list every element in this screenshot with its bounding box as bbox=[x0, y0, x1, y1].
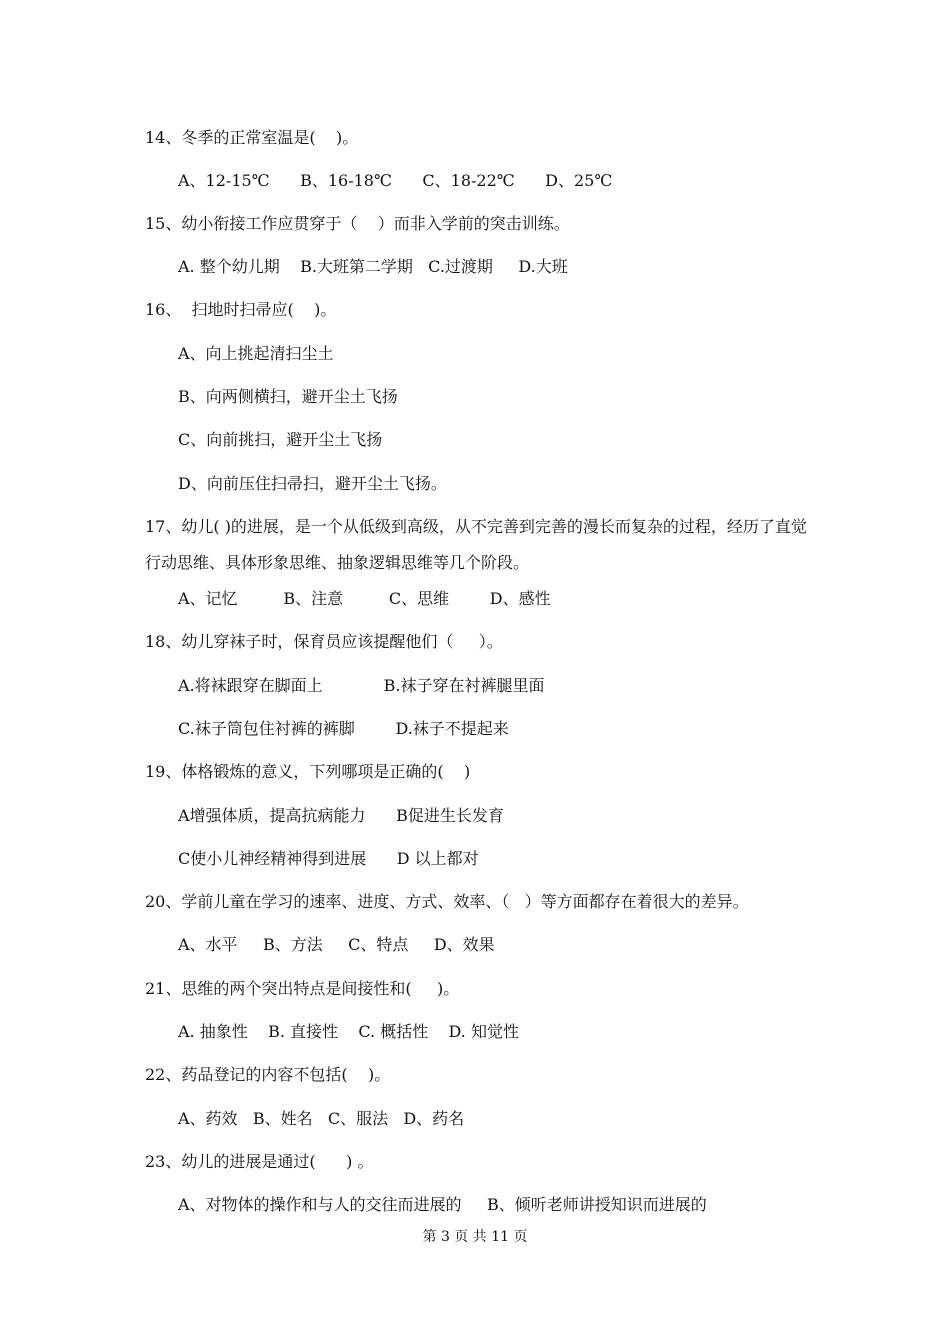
options-21: A. 抽象性 B. 直接性 C. 概括性 D. 知觉性 bbox=[178, 1022, 519, 1041]
options-22: A、药效 B、姓名 C、服法 D、药名 bbox=[178, 1109, 465, 1128]
option-16-c: C、向前挑扫，避开尘土飞扬 bbox=[178, 430, 383, 449]
question-18: 18、幼儿穿袜子时，保育员应该提醒他们（ ）。 bbox=[145, 632, 503, 651]
options-17: A、记忆 B、注意 C、思维 D、感性 bbox=[178, 589, 551, 608]
question-15: 15、幼小衔接工作应贯穿于（ ）而非入学前的突击训练。 bbox=[145, 214, 570, 233]
question-22: 22、药品登记的内容不包括( )。 bbox=[145, 1065, 391, 1084]
options-14: A、12-15℃ B、16-18℃ C、18-22℃ D、25℃ bbox=[178, 171, 613, 190]
question-21: 21、思维的两个突出特点是间接性和( )。 bbox=[145, 979, 460, 998]
question-17: 17、幼儿( )的进展，是一个从低级到高级，从不完善到完善的漫长而复杂的过程，经历了直觉行动思维、具体形象思维、抽象逻辑思维等几个阶段。 bbox=[145, 517, 807, 572]
question-16: 16、 扫地时扫帚应( )。 bbox=[145, 300, 337, 319]
option-16-a: A、向上挑起清扫尘土 bbox=[178, 344, 334, 363]
option-16-d: D、向前压住扫帚扫，避开尘土飞扬。 bbox=[178, 474, 447, 493]
option-18-cd: C.袜子筒包住衬裤的裤脚 D.袜子不提起来 bbox=[178, 719, 509, 738]
option-19-cd: C使小儿神经精神得到进展 D 以上都对 bbox=[178, 849, 479, 868]
question-23: 23、幼儿的进展是通过( ) 。 bbox=[145, 1152, 374, 1171]
question-20: 20、学前儿童在学习的速率、进度、方式、效率、（ ）等方面都存在着很大的差异。 bbox=[145, 892, 749, 911]
options-20: A、水平 B、方法 C、特点 D、效果 bbox=[178, 935, 495, 954]
question-19: 19、体格锻炼的意义，下列哪项是正确的( ) bbox=[145, 762, 471, 781]
option-16-b: B、向两侧横扫，避开尘土飞扬 bbox=[178, 387, 398, 406]
options-23: A、对物体的操作和与人的交往而进展的 B、倾听老师讲授知识而进展的 bbox=[178, 1195, 707, 1214]
option-18-ab: A.将袜跟穿在脚面上 B.袜子穿在衬裤腿里面 bbox=[178, 676, 545, 695]
option-19-ab: A增强体质，提高抗病能力 B促进生长发育 bbox=[178, 806, 504, 825]
question-14: 14、冬季的正常室温是( )。 bbox=[145, 128, 359, 147]
page-footer: 第 3 页 共 11 页 bbox=[422, 1229, 528, 1245]
options-15: A. 整个幼儿期 B.大班第二学期 C.过渡期 D.大班 bbox=[178, 257, 568, 276]
